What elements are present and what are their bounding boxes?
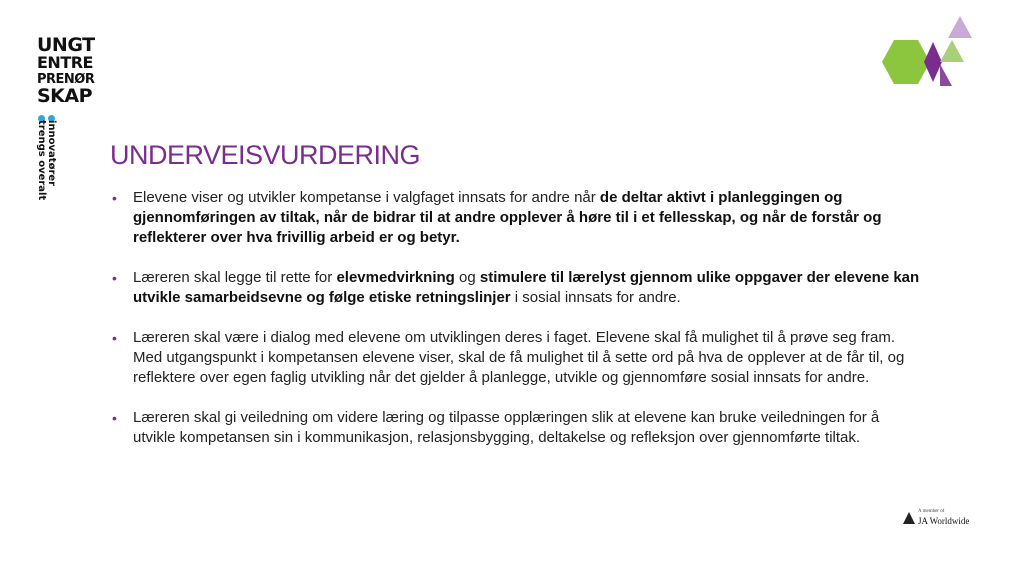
logo-line-3: PRENØR (37, 72, 95, 87)
bullet-bold-text: elevmedvirkning (336, 269, 455, 286)
purple-diamond-icon (924, 42, 942, 82)
bullet-bold-text: stimulere til lærelyst gjennom ulike oppgaver der elevene kan utvikle samarbeidsevne og følge etiske retningslinjer (133, 269, 920, 306)
tagline-line-2: trengs overalt (36, 120, 47, 201)
logo-line-1: UNGT (37, 34, 95, 56)
ja-name-text: JA Worldwide (918, 516, 970, 526)
tagline-line-1: innovatører (46, 120, 57, 187)
ja-member-text: A member of (918, 509, 945, 514)
list-item (112, 328, 922, 388)
ja-worldwide-logo (902, 508, 974, 530)
light-green-triangle-icon (940, 40, 964, 62)
green-hexagon-icon (882, 40, 930, 84)
logo-line-4: SKAP (37, 85, 93, 107)
list-item (112, 408, 922, 448)
bullet-text: Elevene viser og utvikler kompetanse i valgfaget innsats for andre når (133, 189, 600, 206)
list-item (112, 268, 922, 308)
lilac-triangle-icon (948, 16, 972, 38)
bullet-text: Læreren skal legge til rette for (133, 269, 337, 286)
page-title: UNDERVEISVURDERING (110, 140, 421, 170)
bullet-bold-text: de deltar aktivt i planleggingen og gjennomføringen av tiltak, når de bidrar til at andre opplever å høre til i et fellesskap, og når de forstår og reflekterer over hva frivillig arbeid er og betyr. (133, 189, 882, 246)
bullet-text: Læreren skal være i dialog med elevene om utviklingen deres i faget. Elevene skal få mulighet til å prøve seg fram. Med utgangspunkt i kompetansen elevene viser, skal de få mulighet til å sette ord på hva de opplever at de får til, og reflektere over egen faglig utvikling når det gjelder å planlegge, utvikle og gjennomføre sosial innsats for andre. (133, 329, 905, 386)
bullet-text: Læreren skal gi veiledning om videre læring og tilpasse opplæringen slik at elevene kan bruke veiledningen for å utvikle kompetansen sin i kommunikasjon, relasjonsbygging, deltakelse og refleksjon over gjennomførte tiltak. (133, 409, 880, 446)
decorative-shapes-icon (878, 12, 990, 92)
list-item (112, 188, 922, 248)
purple-triangle-icon (940, 64, 952, 86)
bullet-text: og (454, 269, 480, 286)
bullet-text: i sosial innsats for andre. (510, 289, 681, 306)
logo-line-2: ENTRE (37, 53, 93, 72)
ja-triangle-icon (902, 511, 916, 525)
bullet-list (112, 188, 922, 468)
logo-tagline (36, 120, 56, 200)
ue-logo (37, 34, 107, 107)
